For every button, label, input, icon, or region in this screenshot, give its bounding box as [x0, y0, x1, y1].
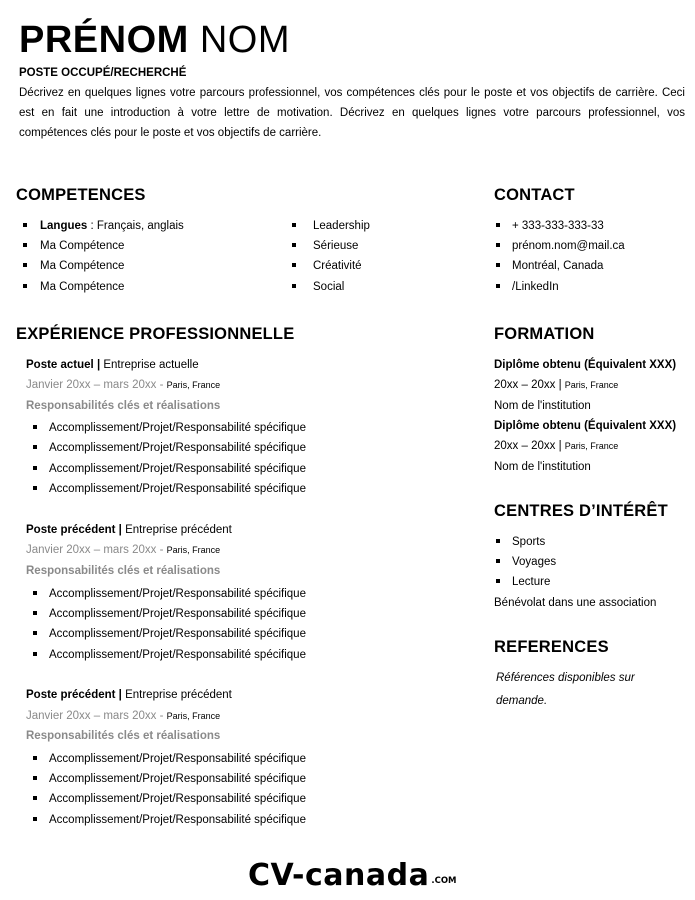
job-position: Poste précédent [26, 689, 116, 701]
job-title-line [26, 688, 232, 702]
job-item: Accomplissement/Projet/Responsabilité spécifique [49, 463, 306, 475]
job-item: Accomplissement/Projet/Responsabilité spécifique [49, 608, 306, 620]
bullet [292, 243, 296, 247]
job-dates: Janvier 20xx – mars 20xx - [26, 710, 167, 722]
degree [494, 358, 676, 372]
job-position: Poste actuel [26, 359, 94, 371]
degree-years: 20xx – 20xx [494, 440, 556, 452]
job-responsibilities-title: Responsabilités clés et réalisations [26, 730, 221, 742]
interest-item: Sports [512, 536, 546, 548]
bullet [23, 243, 27, 247]
last-name: NOM [199, 19, 291, 61]
job-company: Entreprise précédent [125, 524, 232, 536]
bullet [33, 425, 37, 429]
degree-separator: | [555, 440, 565, 452]
job-item: Accomplissement/Projet/Responsabilité spécifique [49, 588, 306, 600]
intro-paragraph: Décrivez en quelques lignes votre parcours professionnel, vos compétences clés pour le poste et vos objectifs de carrière. Ceci est en fait une introduction à votre lettre de motivation. Décrivez en quelques lignes votre parcours professionnel, vos compétences clés pour le poste et vos objectifs de carrière. [19, 87, 685, 139]
job-item: Accomplissement/Projet/Responsabilité spécifique [49, 483, 306, 495]
job-company: Entreprise actuelle [103, 359, 199, 371]
bullet [33, 776, 37, 780]
degree-years-line [494, 439, 618, 453]
skill-item: Leadership [313, 220, 370, 232]
references-line-2: demande. [496, 695, 548, 707]
job-dates: Janvier 20xx – mars 20xx - [26, 379, 167, 391]
bullet [496, 243, 500, 247]
job-title-line [26, 358, 199, 372]
job-location: Paris, France [166, 545, 221, 555]
bullet [33, 796, 37, 800]
candidate-name [19, 18, 290, 62]
degree-title: Diplôme obtenu (Équivalent XXX) [494, 359, 677, 371]
job-item: Accomplissement/Projet/Responsabilité spécifique [49, 773, 306, 785]
job-item: Accomplissement/Projet/Responsabilité spécifique [49, 628, 306, 640]
job-item: Accomplissement/Projet/Responsabilité spécifique [49, 814, 306, 826]
interest-extra: Bénévolat dans une association [494, 597, 657, 609]
job-dates-line [26, 543, 220, 557]
interests-heading: CENTRES D’INTÉRÊT [494, 502, 668, 520]
cv-canada-logo [248, 857, 457, 893]
bullet [496, 559, 500, 563]
job-item: Accomplissement/Projet/Responsabilité spécifique [49, 649, 306, 661]
bullet [33, 756, 37, 760]
bullet [292, 284, 296, 288]
contact-linkedin: /LinkedIn [512, 281, 559, 293]
references-heading: REFERENCES [494, 638, 609, 656]
bullet [33, 611, 37, 615]
job-responsibilities-title: Responsabilités clés et réalisations [26, 400, 221, 412]
bullet [33, 652, 37, 656]
bullet [292, 223, 296, 227]
contact-location: Montréal, Canada [512, 260, 604, 272]
job-title: POSTE OCCUPÉ/RECHERCHÉ [19, 67, 187, 79]
competences-heading: COMPETENCES [16, 186, 146, 204]
job-item: Accomplissement/Projet/Responsabilité spécifique [49, 753, 306, 765]
contact-email: prénom.nom@mail.ca [512, 240, 625, 252]
bullet [496, 284, 500, 288]
bullet [33, 591, 37, 595]
bullet [496, 539, 500, 543]
institution: Nom de l'institution [494, 400, 591, 412]
bullet [33, 817, 37, 821]
job-location: Paris, France [166, 711, 221, 721]
job-company: Entreprise précédent [125, 689, 232, 701]
formation-heading: FORMATION [494, 325, 595, 343]
logo-suffix: .COM [431, 876, 457, 886]
contact-phone: + 333-333-333-33 [512, 220, 604, 232]
experience-heading: EXPÉRIENCE PROFESSIONNELLE [16, 325, 295, 343]
job-title-line [26, 523, 232, 537]
bullet [33, 631, 37, 635]
interest-item: Voyages [512, 556, 557, 568]
job-item: Accomplissement/Projet/Responsabilité spécifique [49, 422, 306, 434]
degree-title: Diplôme obtenu (Équivalent XXX) [494, 420, 677, 432]
job-responsibilities-title: Responsabilités clés et réalisations [26, 565, 221, 577]
skill-item: Ma Compétence [40, 260, 125, 272]
job-dates: Janvier 20xx – mars 20xx - [26, 544, 167, 556]
bullet [23, 284, 27, 288]
institution: Nom de l'institution [494, 461, 591, 473]
bullet [33, 445, 37, 449]
job-dates-line [26, 709, 220, 723]
degree-separator: | [555, 379, 565, 391]
job-dates-line [26, 378, 220, 392]
languages-line [40, 219, 184, 233]
bullet [33, 466, 37, 470]
degree-location: Paris, France [564, 380, 619, 390]
job-item: Accomplissement/Projet/Responsabilité spécifique [49, 793, 306, 805]
skill-item: Ma Compétence [40, 281, 125, 293]
languages-label: Langues [40, 220, 88, 232]
skill-item: Créativité [313, 260, 362, 272]
skill-item: Social [313, 281, 345, 293]
bullet [292, 263, 296, 267]
job-location: Paris, France [166, 380, 221, 390]
job-position: Poste précédent [26, 524, 116, 536]
bullet [23, 223, 27, 227]
references-line-1: Références disponibles sur [496, 672, 635, 684]
contact-heading: CONTACT [494, 186, 575, 204]
bullet [496, 223, 500, 227]
degree [494, 419, 676, 433]
bullet [496, 579, 500, 583]
bullet [496, 263, 500, 267]
first-name: PRÉNOM [19, 19, 189, 61]
languages-value: : Français, anglais [87, 220, 184, 232]
job-item: Accomplissement/Projet/Responsabilité spécifique [49, 442, 306, 454]
skill-item: Sérieuse [313, 240, 359, 252]
job-separator: | [93, 359, 104, 371]
bullet [33, 486, 37, 490]
skill-item: Ma Compétence [40, 240, 125, 252]
degree-location: Paris, France [564, 441, 619, 451]
interest-item: Lecture [512, 576, 551, 588]
degree-years-line [494, 378, 618, 392]
bullet [23, 263, 27, 267]
logo-text: CV-canada [248, 858, 430, 893]
job-separator: | [115, 524, 126, 536]
degree-years: 20xx – 20xx [494, 379, 556, 391]
job-separator: | [115, 689, 126, 701]
